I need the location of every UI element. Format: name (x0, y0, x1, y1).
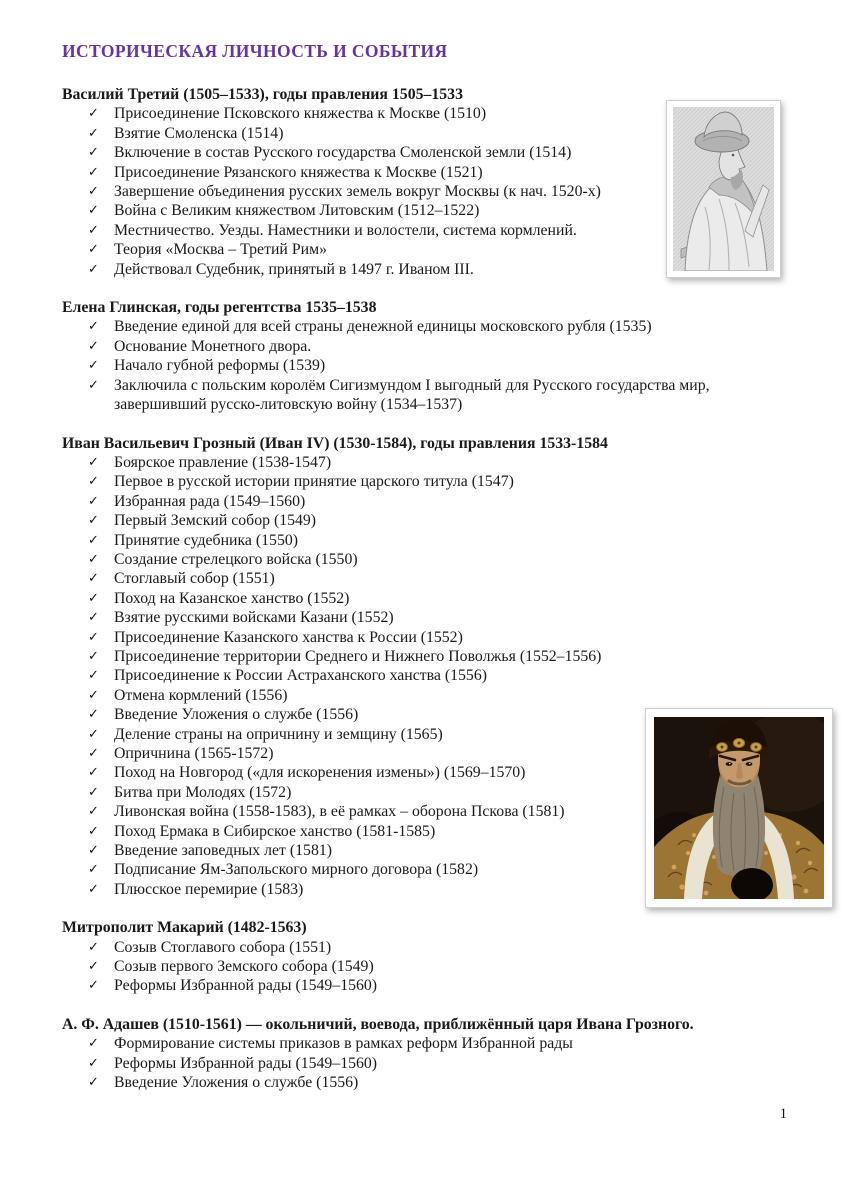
checkmark-icon: ✓ (88, 1036, 99, 1052)
checkmark-icon: ✓ (88, 1055, 99, 1071)
checklist-item (88, 492, 791, 511)
checkmark-icon: ✓ (88, 184, 99, 200)
checkmark-icon: ✓ (88, 804, 99, 820)
checkmark-icon: ✓ (88, 106, 99, 122)
checkmark-icon: ✓ (88, 571, 99, 587)
checklist-item (88, 356, 791, 375)
checklist-item (88, 531, 791, 550)
checkmark-icon: ✓ (88, 222, 99, 238)
checkmark-icon: ✓ (88, 474, 99, 490)
checkmark-icon: ✓ (88, 784, 99, 800)
checkmark-icon: ✓ (88, 532, 99, 548)
checklist-item (88, 686, 791, 705)
item-text: Поход на Казанское ханство (1552) (114, 589, 350, 607)
checklist-item (88, 376, 791, 415)
checklist-item (88, 976, 791, 995)
checkmark-icon: ✓ (88, 668, 99, 684)
item-text: Деление страны на опричнину и земщину (1565) (114, 725, 443, 743)
item-text: Созыв первого Земского собора (1549) (114, 958, 374, 976)
checkmark-icon: ✓ (88, 687, 99, 703)
checkmark-icon: ✓ (88, 862, 99, 878)
item-text: Действовал Судебник, принятый в 1497 г. Иваном III. (114, 260, 474, 278)
section-heading: А. Ф. Адашев (1510-1561) — окольничий, воевода, приближённый царя Ивана Грозного. (62, 1015, 694, 1033)
item-text: Взятие Смоленска (1514) (114, 124, 284, 142)
checkmark-icon: ✓ (88, 939, 99, 955)
checklist-item (88, 472, 791, 491)
item-text: Теория «Москва – Третий Рим» (114, 241, 327, 259)
checklist (62, 317, 791, 414)
item-text: Реформы Избранной рады (1549–1560) (114, 977, 378, 995)
checkmark-icon: ✓ (88, 629, 99, 645)
checklist-item (88, 647, 791, 666)
checkmark-icon: ✓ (88, 959, 99, 975)
checkmark-icon: ✓ (88, 823, 99, 839)
checkmark-icon: ✓ (88, 881, 99, 897)
checkmark-icon: ✓ (88, 377, 99, 393)
checklist-item (88, 589, 791, 608)
item-text: Создание стрелецкого войска (1550) (114, 550, 358, 568)
checkmark-icon: ✓ (88, 338, 99, 354)
checklist-item (88, 938, 791, 957)
checkmark-icon: ✓ (88, 726, 99, 742)
item-text: Плюсское перемирие (1583) (114, 880, 304, 898)
checklist-item (88, 317, 791, 336)
checkmark-icon: ✓ (88, 746, 99, 761)
vasily-iii-engraving (666, 100, 781, 278)
checklist-item (88, 957, 791, 976)
item-text: Местничество. Уезды. Наместники и волостели, система кормлений. (114, 221, 577, 239)
item-text: Присоединение Псковского княжества к Москве (1510) (114, 105, 487, 123)
item-text: Введение единой для всей страны денежной единицы московского рубля (1535) (114, 318, 652, 336)
checklist-item (88, 608, 791, 627)
checklist-item (88, 1073, 791, 1092)
checkmark-icon: ✓ (88, 1075, 99, 1091)
page-number: 1 (779, 1106, 787, 1122)
item-text: Отмена кормлений (1556) (114, 686, 288, 704)
checklist-item (88, 550, 791, 569)
item-text: Поход Ермака в Сибирское ханство (1581-1585) (114, 822, 436, 840)
checklist-item (88, 337, 791, 356)
item-text: Завершение объединения русских земель вокруг Москвы (к нач. 1520-х) (114, 183, 601, 201)
checkmark-icon: ✓ (88, 513, 99, 529)
checkmark-icon: ✓ (88, 707, 99, 723)
item-text: Битва при Молодях (1572) (114, 783, 292, 801)
item-text: Избранная рада (1549–1560) (114, 492, 306, 510)
checkmark-icon: ✓ (88, 242, 99, 258)
item-text: Присоединение Рязанского княжества к Москве (1521) (114, 163, 483, 181)
checklist-item (88, 1054, 791, 1073)
checkmark-icon: ✓ (88, 358, 99, 374)
item-text: Первый Земский собор (1549) (114, 512, 317, 530)
item-text: Боярское правление (1538-1547) (114, 453, 332, 471)
checkmark-icon: ✓ (88, 454, 99, 470)
item-text: Поход на Новгород («для искоренения измены») (1569–1570) (114, 764, 526, 782)
checkmark-icon: ✓ (88, 978, 99, 994)
item-text: Начало губной реформы (1539) (114, 357, 326, 375)
section-heading: Елена Глинская, годы регентства 1535–1538 (62, 299, 377, 317)
checkmark-icon: ✓ (88, 203, 99, 219)
checkmark-icon: ✓ (88, 145, 99, 161)
item-text: Опричнина (1565-1572) (114, 745, 274, 762)
item-text: Присоединение к России Астраханского ханства (1556) (114, 667, 487, 685)
item-text: Основание Монетного двора. (114, 337, 312, 355)
page-title: ИСТОРИЧЕСКАЯ ЛИЧНОСТЬ И СОБЫТИЯ (62, 41, 448, 61)
section (62, 1015, 791, 1093)
checkmark-icon: ✓ (88, 164, 99, 180)
checkmark-icon: ✓ (88, 125, 99, 141)
checklist-item (88, 1034, 791, 1053)
checkmark-icon: ✓ (88, 765, 99, 781)
item-text: Принятие судебника (1550) (114, 531, 299, 549)
item-text: Созыв Стоглавого собора (1551) (114, 938, 332, 956)
checklist-item (88, 628, 791, 647)
checkmark-icon: ✓ (88, 493, 99, 509)
ivan-the-terrible-portrait-image (654, 717, 824, 899)
item-text: Заключила с польским королём Сигизмундом I выгодный для Русского государства мир, завершивший русско-литовскую войну (1534–1537) (114, 376, 710, 414)
checklist-item (88, 453, 791, 472)
checkmark-icon: ✓ (88, 610, 99, 626)
item-text: Война с Великим княжеством Литовским (1512–1522) (114, 202, 480, 220)
checkmark-icon: ✓ (88, 261, 99, 277)
item-text: Ливонская война (1558-1583), в её рамках – оборона Пскова (1581) (114, 803, 565, 821)
section-heading: Иван Васильевич Грозный (Иван IV) (1530-1584), годы правления 1533-1584 (62, 434, 608, 452)
item-text: Первое в русской истории принятие царского титула (1547) (114, 473, 514, 491)
ivan-the-terrible-portrait (645, 708, 833, 908)
checkmark-icon: ✓ (88, 551, 99, 567)
checkmark-icon: ✓ (88, 843, 99, 859)
item-text: Присоединение территории Среднего и Нижнего Поволжья (1552–1556) (114, 647, 602, 665)
item-text: Формирование системы приказов в рамках реформ Избранной рады (114, 1035, 573, 1053)
item-text: Взятие русскими войсками Казани (1552) (114, 609, 394, 627)
section (62, 298, 791, 414)
item-text: Подписание Ям-Запольского мирного договора (1582) (114, 861, 479, 879)
checkmark-icon: ✓ (88, 590, 99, 606)
item-text: Присоединение Казанского ханства к России (1552) (114, 628, 463, 646)
vasily-iii-engraving-image (673, 107, 774, 271)
checkmark-icon: ✓ (88, 648, 99, 664)
section-heading: Митрополит Макарий (1482-1563) (62, 919, 307, 937)
checkmark-icon: ✓ (88, 319, 99, 335)
checklist (62, 938, 791, 996)
checklist-item (88, 511, 791, 530)
checklist-item (88, 666, 791, 685)
item-text: Введение Уложения о службе (1556) (114, 706, 359, 724)
item-text: Введение Уложения о службе (1556) (114, 1074, 359, 1092)
section-heading: Василий Третий (1505–1533), годы правления 1505–1533 (62, 86, 463, 103)
item-text: Реформы Избранной рады (1549–1560) (114, 1054, 378, 1072)
checklist-item (88, 569, 791, 588)
item-text: Включение в состав Русского государства Смоленской земли (1514) (114, 144, 572, 162)
item-text: Введение заповедных лет (1581) (114, 842, 333, 860)
item-text: Стоглавый собор (1551) (114, 570, 275, 588)
section (62, 918, 791, 996)
checklist (62, 1034, 791, 1092)
